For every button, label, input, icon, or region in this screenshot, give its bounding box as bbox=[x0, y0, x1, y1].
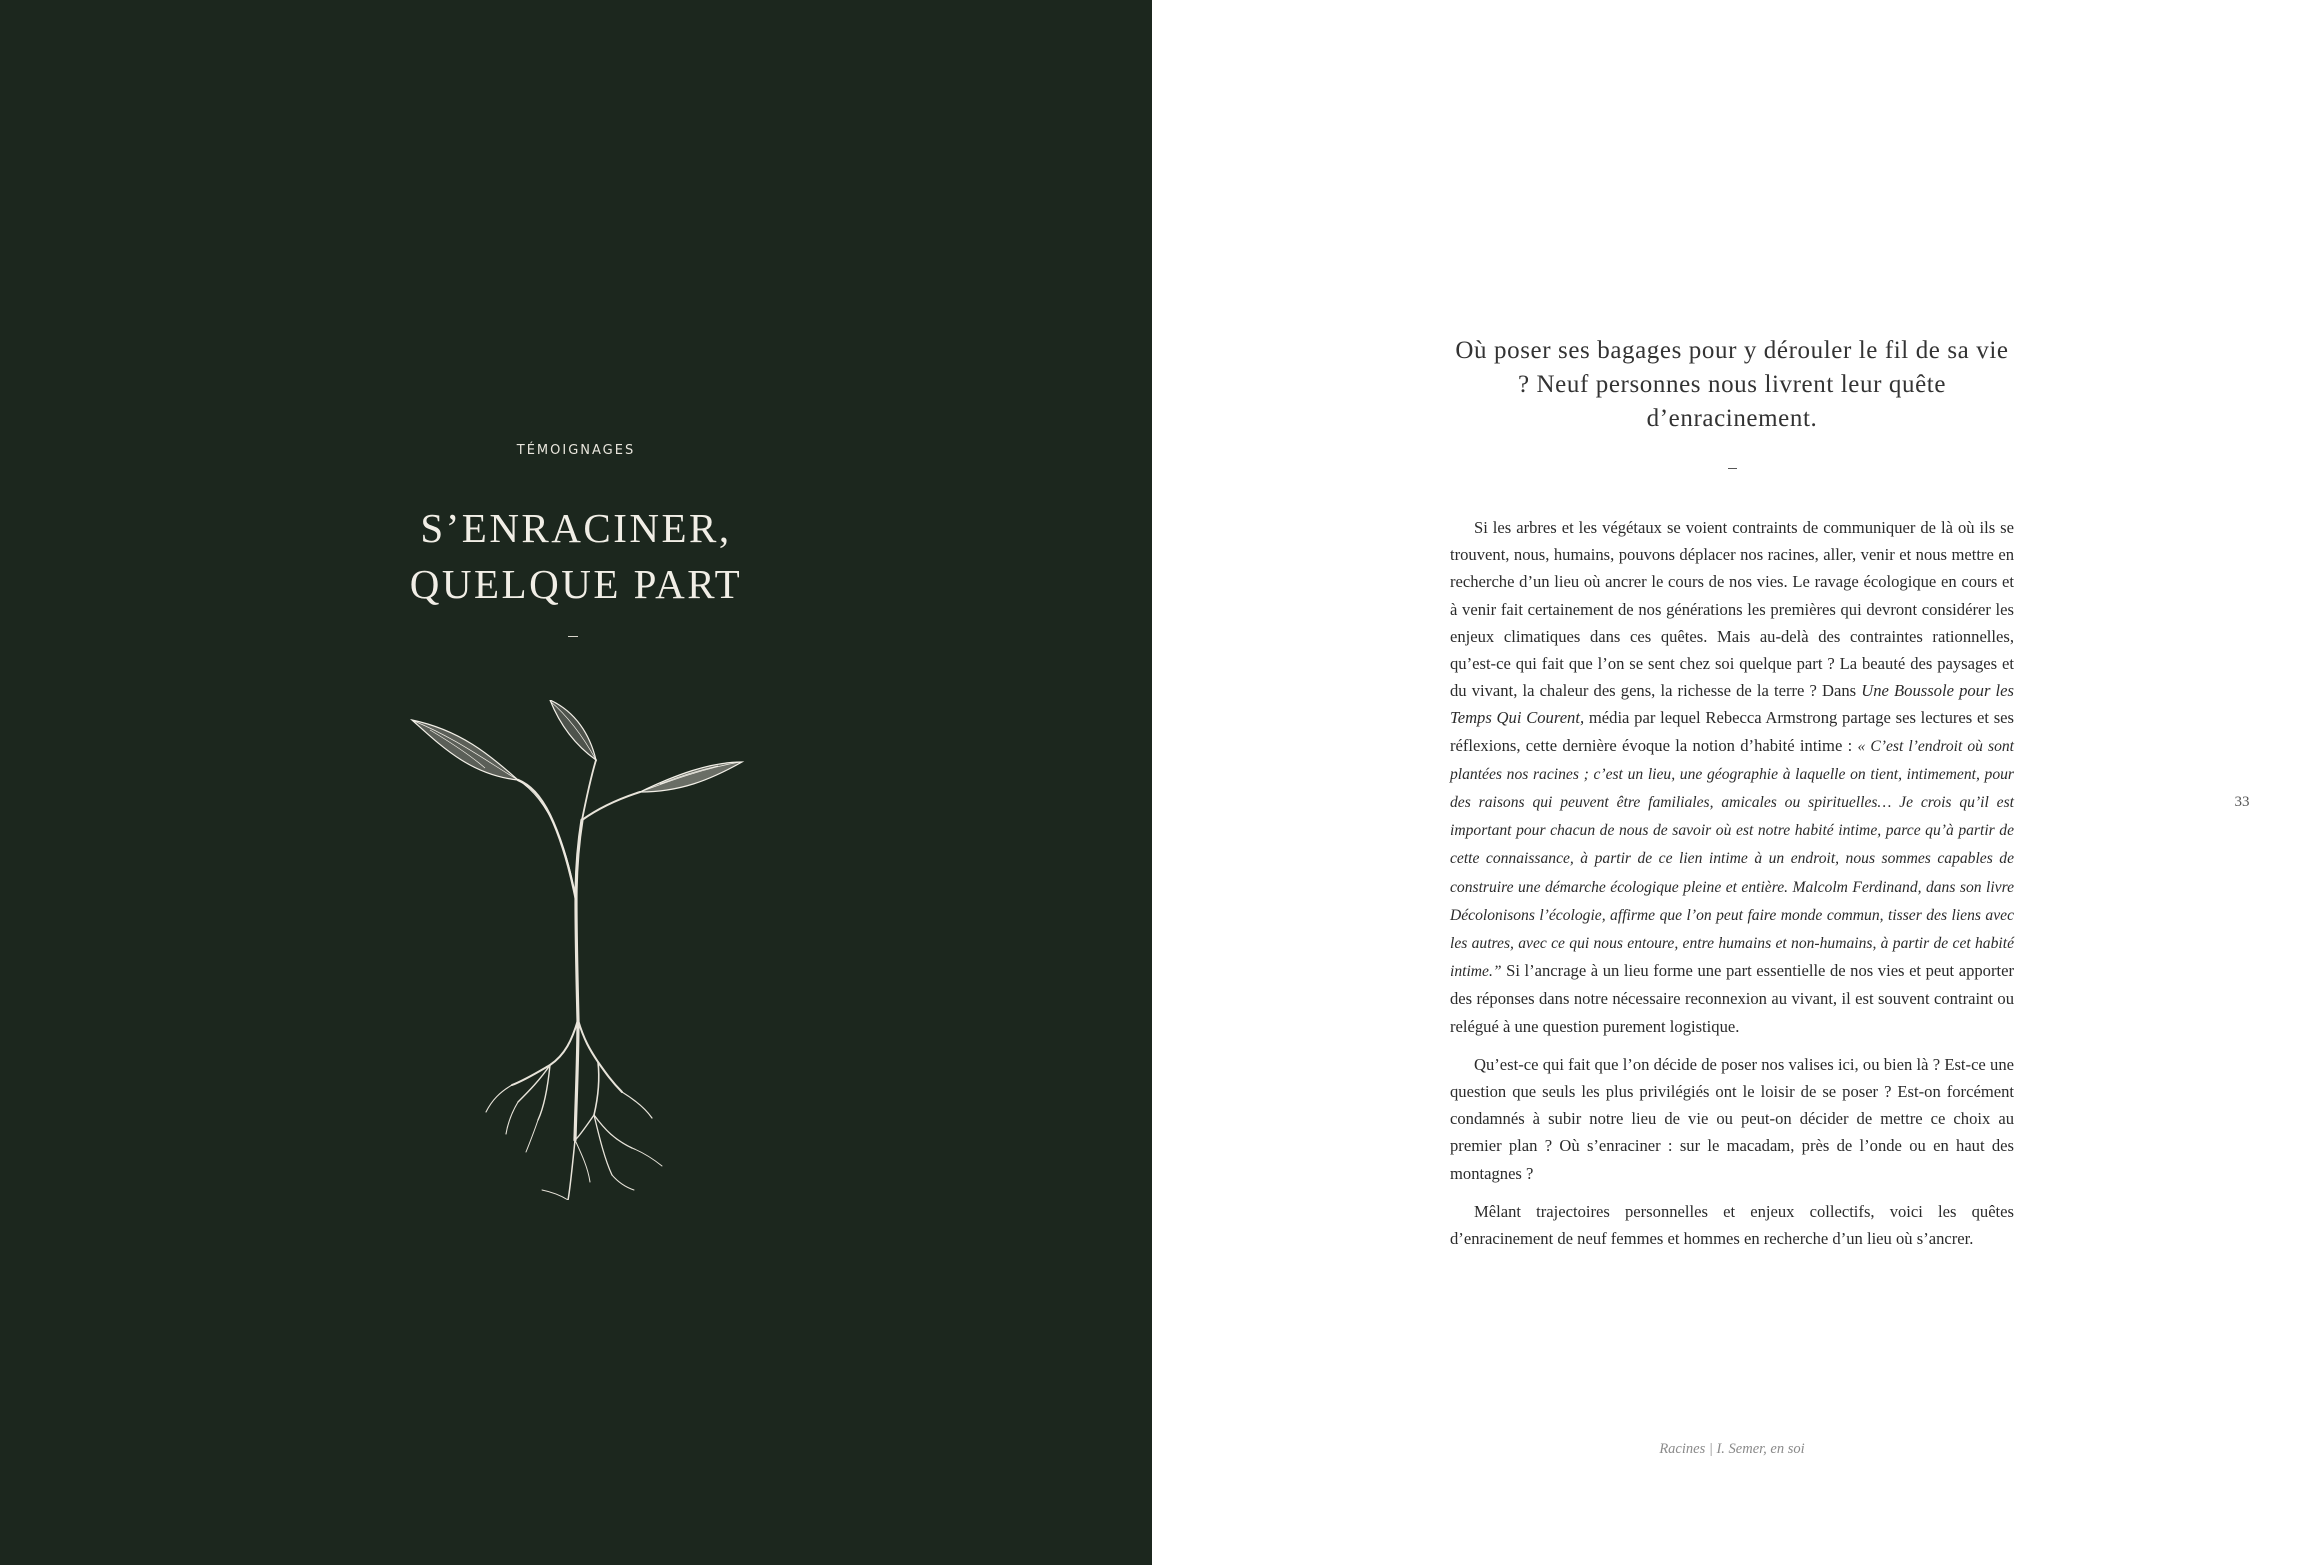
article-body bbox=[1450, 514, 2014, 1263]
paragraph-1-middle: média par lequel Rebecca Armstrong partage ses lectures et ses réflexions, cette dernière évoque la notion d’habité intime : bbox=[1450, 708, 2014, 755]
source-title: Une Boussole pour les Temps Qui Courent, bbox=[1450, 681, 2014, 728]
seedling-illustration bbox=[400, 700, 750, 1200]
page-number: 33 bbox=[2234, 794, 2250, 810]
title-line-2: QUELQUE PART bbox=[409, 561, 743, 607]
block-quote: « C’est l’endroit où sont plantées nos racines ; c’est un lieu, une géographie à laquelle on tient, intimement, pour des raisons qui peuvent être familiales, amicales ou spirituelles… Je crois qu’il est important pour chacun de nous de savoir où est notre habité intime, parce qu’à partir de cette connaissance, à partir de ce lien intime à un endroit, nous sommes capables de construire une démarche écologique pleine et entière. Malcolm Ferdinand, dans son livre Décolonisons l’écologie, affirme que l’on peut faire monde commun, tisser des liens avec les autres, avec ce qui nous entoure, entre humains et non-humains, à partir de cet habité intime.” bbox=[1450, 737, 2014, 981]
body-paragraph-2: Qu’est-ce qui fait que l’on décide de poser nos valises ici, ou bien là ? Est-ce une question que seuls les plus privilégiés ont le loisir de se poser ? Est-on forcément condamnés à subir notre lieu de vie ou peut-on décider de mettre ce choix au premier plan ? Où s’enraciner : sur le macadam, près de l’onde ou en haut des montagnes ? bbox=[1450, 1054, 2014, 1183]
lede-divider bbox=[1728, 468, 1737, 469]
paragraph-1-intro: Si les arbres et les végétaux se voient contraints de communiquer de là où ils se trouvent, nous, humains, pouvons déplacer nos racines, aller, venir et nous mettre en recherche d’un lieu où ancrer le cours de nos vies. Le ravage écologique en cours et à venir fait certainement de nos générations les premières qui devront considérer les enjeux climatiques dans ces quêtes. Mais au-delà des contraintes rationnelles, qu’est-ce qui fait que l’on se sent chez soi quelque part ? La beauté des paysages et du vivant, la chaleur des gens, la richesse de la terre ? Dans bbox=[1450, 518, 2014, 701]
body-paragraph-1 bbox=[1450, 514, 2014, 1040]
paragraph-1-outro: Si l’ancrage à un lieu forme une part essentielle de nos vies et peut apporter des réponses dans notre nécessaire reconnexion au vivant, il est souvent contraint ou relégué à une question purement logistique. bbox=[1450, 961, 2014, 1036]
page-title bbox=[0, 500, 1152, 612]
title-line-1: S’ENRACINER, bbox=[420, 505, 732, 551]
lede-paragraph: Où poser ses bagages pour y dérouler le fil de sa vie ? Neuf personnes nous livrent leur quête d’enracinement. bbox=[1455, 337, 2009, 432]
running-footer: Racines | I. Semer, en soi bbox=[1659, 1441, 1805, 1457]
title-divider bbox=[568, 636, 578, 637]
section-kicker: TÉMOIGNAGES bbox=[516, 443, 636, 458]
body-paragraph-3: Mêlant trajectoires personnelles et enjeux collectifs, voici les quêtes d’enracinement de neuf femmes et hommes en recherche d’un lieu où s’ancrer. bbox=[1450, 1201, 2014, 1249]
